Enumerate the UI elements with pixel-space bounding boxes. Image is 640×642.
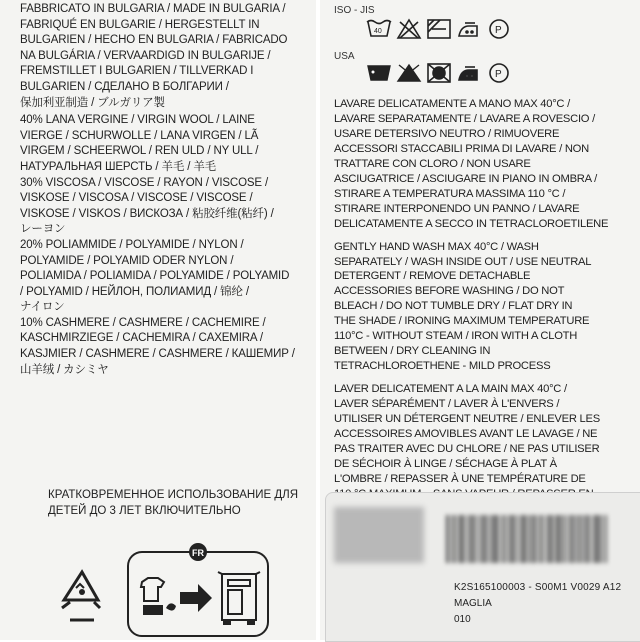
english-care-line: BETWEEN / DRY CLEANING IN (334, 345, 491, 358)
barcode-bar (481, 515, 483, 563)
italian-care-line: LAVARE SEPARATAMENTE / LAVARE A ROVESCIO / (334, 112, 595, 125)
barcode-bar (459, 515, 463, 563)
french-care-line: DE SÉCHOIR À LINGE / SÉCHAGE À PLAT À (334, 457, 557, 470)
composition-line: / POLYAMID / НЕЙЛОН, ПОЛИАМИД / 锦纶 / (20, 285, 249, 298)
svg-text:P: P (495, 25, 502, 36)
usa-care-symbols (364, 60, 514, 86)
composition-line: VISKOSE / VISKOS / ВИСКОЗА / 粘胶纤维(粘纤) / (20, 207, 274, 220)
barcode-bar (451, 515, 452, 563)
composition-line: VIRGEM / SCHEERWOL / REN ULD / NY ULL / (20, 145, 259, 158)
svg-text:P: P (495, 69, 502, 80)
barcode-bar (543, 515, 544, 563)
barcode-bar (484, 515, 487, 563)
composition-line: 40% LANA VERGINE / VIRGIN WOOL / LAINE (20, 114, 255, 127)
barcode-bar (494, 515, 498, 563)
spacer (334, 232, 608, 240)
french-care-line: LAVER SÉPARÉMENT / LAVER À L'ENVERS / (334, 398, 560, 411)
composition-line: NA BULGÁRIA / VERVAARDIGD IN BULGARIJE / (20, 49, 271, 62)
english-care-line: TETRACHLOROETHENE - MILD PROCESS (334, 360, 551, 373)
french-care-line: PAS TRAITER AVEC DU CHLORE / NE PAS UTILISER (334, 442, 600, 455)
composition-line: FABBRICATO IN BULGARIA / MADE IN BULGARIA / (20, 3, 286, 15)
no-tumble-dry-icon (424, 60, 454, 86)
barcode-bar (508, 515, 509, 563)
barcode-bar (473, 515, 475, 563)
barcode-bar (522, 515, 526, 563)
hand-wash-icon (364, 60, 394, 86)
barcode-bar (548, 515, 551, 563)
english-care-line: THE SHADE / IRONING MAXIMUM TEMPERATURE (334, 315, 590, 328)
italian-care-line: STIRARE A TEMPERATURA MASSIMA 110 °C / (334, 187, 566, 200)
composition-line: FREMSTILLET I BULGARIEN / TILLVERKAD I (20, 65, 254, 78)
english-care-line: DETERGENT / REMOVE DETACHABLE (334, 270, 531, 283)
barcode-bar (594, 515, 598, 563)
barcode-bar (561, 515, 562, 563)
barcode-bar (567, 515, 568, 563)
barcode-bar (500, 515, 501, 563)
right-care-instructions (334, 97, 608, 532)
barcode-bar (528, 515, 530, 563)
composition-line: POLIAMIDA / POLIAMIDA / POLYAMIDE / POLYAMID (20, 270, 290, 283)
composition-line: ナイロン (20, 301, 65, 314)
iso-jis-header: ISO - JIS (334, 5, 375, 16)
barcode-bar (469, 515, 472, 563)
composition-line: 20% POLIAMMIDE / POLYAMIDE / NYLON / (20, 238, 244, 251)
french-care-line: ACCESSOIRES AMOVIBLES AVANT LE LAVAGE / NE (334, 428, 598, 441)
barcode-bar (546, 515, 547, 563)
dry-clean-p-icon (484, 60, 514, 86)
barcode-bar (446, 515, 449, 563)
no-bleach-icon (394, 16, 424, 42)
barcode-bar (491, 515, 493, 563)
composition-line: FABRIQUÉ EN BULGARIE / HERGESTELLT IN (20, 18, 260, 31)
barcode-bar (538, 515, 539, 563)
spacer (334, 374, 608, 382)
barcode-bar (479, 515, 480, 563)
clothes-icon (141, 578, 176, 614)
dry-clean-p-icon (484, 16, 514, 42)
italian-care-line: LAVARE DELICATAMENTE A MANO MAX 40°C / (334, 98, 570, 110)
barcode-bar (456, 515, 457, 563)
barcode-bar (531, 515, 532, 563)
product-code: K2S165100003 - S00M1 V0029 A12 (454, 582, 622, 593)
recycling-country-tag: FR (192, 548, 204, 558)
product-number: 010 (454, 614, 471, 625)
iron-medium-icon (454, 60, 484, 86)
composition-line: 山羊绒 / カシミヤ (20, 363, 109, 376)
barcode-bar (569, 515, 570, 563)
english-care-line: BLEACH / DO NOT TUMBLE DRY / FLAT DRY IN (334, 300, 573, 313)
barcode-bar (502, 515, 503, 563)
composition-line: BULGARIEN / HECHO EN BULGARIA / FABRICADO (20, 34, 288, 47)
composition-line: BULGARIEN / СДЕЛАНО В БОЛГАРИИ / (20, 80, 229, 93)
barcode-bar (563, 515, 565, 563)
iron-medium-icon (454, 16, 484, 42)
russian-note-line-2: ДЕТЕЙ ДО 3 ЛЕТ ВКЛЮЧИТЕЛЬНО (48, 505, 241, 517)
italian-care-line: DELICATAMENTE A SECCO IN TETRACLOROETILENE (334, 217, 609, 230)
italian-care-line: TRATTARE CON CLORO / NON USARE (334, 157, 531, 170)
barcode-bar (602, 515, 603, 563)
barcode-bar (581, 515, 583, 563)
barcode-bar (520, 515, 521, 563)
barcode-bar (518, 515, 519, 563)
barcode-bar (576, 515, 578, 563)
product-barcode-label (325, 492, 640, 642)
blurred-barcode (446, 515, 626, 563)
iso-care-symbols (364, 16, 514, 42)
arrow-icon (180, 584, 212, 612)
italian-care-line: STIRARE INTERPONENDO UN PANNO / LAVARE (334, 202, 580, 215)
svg-text:40: 40 (374, 28, 382, 35)
english-care-line: ACCESSORIES BEFORE WASHING / DO NOT (334, 285, 565, 298)
barcode-bar (510, 515, 513, 563)
usa-header: USA (334, 51, 355, 62)
barcode-bar (489, 515, 490, 563)
barcode-bar (464, 515, 465, 563)
barcode-bar (540, 515, 542, 563)
french-care-line: LAVER DELICATEMENT A LA MAIN MAX 40°C / (334, 383, 567, 396)
line-dry-shade-icon (424, 16, 454, 42)
barcode-bar (504, 515, 506, 563)
english-care-line: 110°C - WITHOUT STEAM / IRON WITH A CLOTH (334, 330, 578, 343)
product-name: MAGLIA (454, 598, 492, 609)
english-care-line: SEPARATELY / WASH INSIDE OUT / USE NEUTRAL (334, 255, 592, 268)
english-care-line: GENTLY HAND WASH MAX 40°C / WASH (334, 240, 539, 253)
italian-care-line: USARE DETERSIVO NEUTRO / RIMUOVERE (334, 127, 560, 140)
composition-line: レーヨン (20, 223, 66, 236)
composition-line: VIERGE / SCHURWOLLE / LANA VIRGEN / LÃ (20, 129, 259, 142)
blurred-qr-area (334, 507, 424, 563)
hand-wash-40-icon (364, 16, 394, 42)
french-care-line: L'OMBRE / REPASSER À UNE TEMPÉRATURE DE (334, 472, 586, 485)
barcode-bar (585, 515, 588, 563)
french-care-line: UTILISER UN DÉTERGENT NEUTRE / ENLEVER LES (334, 413, 600, 426)
composition-line: 保加利亚制造 / ブルガリア製 (20, 96, 165, 109)
composition-line: 30% VISCOSA / VISCOSE / RAYON / VISCOSE / (20, 176, 268, 189)
barcode-bar (599, 515, 601, 563)
barcode-bar (589, 515, 590, 563)
composition-line: KASCHMIRZIEGE / CACHEMIRA / CAXEMIRA / (20, 332, 263, 345)
composition-line: VISKOSE / VISCOSA / VISCOSE / VISCOSE / (20, 192, 253, 205)
italian-care-line: ASCIUGATRICE / ASCIUGARE IN PIANO IN OMBRA / (334, 172, 597, 185)
barcode-bar (605, 515, 607, 563)
left-care-label-panel (0, 0, 316, 640)
collection-bin-icon (218, 572, 260, 624)
barcode-bar (453, 515, 455, 563)
composition-line: KASJMIER / CASHMERE / CASHMERE / КАШЕМИР / (20, 348, 295, 361)
barcode-bar (514, 515, 516, 563)
left-composition-text (20, 2, 295, 378)
barcode-bar (579, 515, 580, 563)
barcode-bar (466, 515, 467, 563)
barcode-bar (571, 515, 574, 563)
composition-line: 10% CASHMERE / CASHMERE / CACHEMIRE / (20, 316, 266, 329)
russian-age-note (48, 487, 298, 519)
russian-note-line-1: КРАТКОВРЕМЕННОЕ ИСПОЛЬЗОВАНИЕ ДЛЯ (48, 489, 299, 501)
barcode-bar (552, 515, 554, 563)
recycle-icon (62, 572, 100, 620)
barcode-bar (533, 515, 536, 563)
barcode-bar (591, 515, 592, 563)
recycling-info-graphic (48, 540, 278, 640)
barcode-bar (476, 515, 477, 563)
composition-line: POLYAMIDE / POLYAMID ODER NYLON / (20, 254, 234, 267)
italian-care-line: ACCESSORI STACCABILI PRIMA DI LAVARE / NON (334, 142, 589, 155)
no-bleach-triangle-icon (394, 60, 424, 86)
barcode-bar (556, 515, 560, 563)
composition-line: НАТУРАЛЬНАЯ ШЕРСТЬ / 羊毛 / 羊毛 (20, 160, 217, 173)
